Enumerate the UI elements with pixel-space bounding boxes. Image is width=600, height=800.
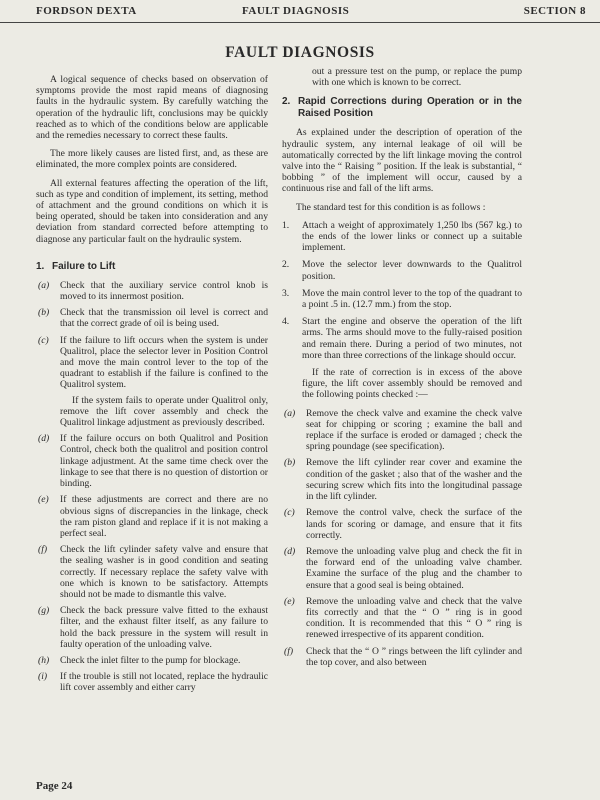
item-subparagraph: If the system fails to operate under Qualitrol only, remove the lift cover assembly and check the Qualitrol linkage adjustment as previously described.: [60, 394, 268, 429]
step-text: Move the selector lever downwards to the Qualitrol position.: [302, 259, 522, 282]
item-text: Check the back pressure valve fitted to the exhaust filter, and the exhaust filter itself, as any failure to hold the back pressure in the system will result in faulty operation of the unloading valve.: [60, 605, 268, 650]
step-number: 3.: [282, 287, 290, 299]
item-label: (b): [38, 307, 50, 319]
numbered-step: [282, 259, 522, 281]
step-number: 4.: [282, 316, 290, 328]
numbered-step: [282, 316, 522, 361]
numbered-step: [282, 220, 522, 254]
intro-paragraph-1: A logical sequence of checks based on observation of symptoms provide the most rapid means of diagnosing faults in the hydraulic system. By carefully watching the operation of the hydraulic lift, conclusions may be quickly reached as to which of the conditions below are applicable and the remedies necessary to correct these faults.: [36, 74, 268, 142]
section-1-title: Failure to Lift: [52, 260, 116, 272]
item-text: Check the lift cylinder safety valve and ensure that the sealing washer is in good condition and seating correctly. If necessary replace the safety valve with one which is known to be satisfactory. Attempts should not be made to dismantle this valve.: [60, 544, 268, 600]
item-label: (g): [38, 605, 50, 617]
list-item: [282, 507, 522, 541]
continued-text: out a pressure test on the pump, or replace the pump with one which is known to be correct.: [312, 66, 522, 89]
list-item: [282, 596, 522, 641]
list-item: [282, 546, 522, 591]
item-text: Check the inlet filter to the pump for blockage.: [60, 654, 241, 666]
section-2-paragraph-2: The standard test for this condition is as follows :: [296, 201, 486, 213]
item-text: Check that the auxiliary service control knob is moved to its innermost position.: [60, 279, 268, 303]
section-2-paragraph-1: As explained under the description of operation of the hydraulic system, any internal leakage of oil will be automatically corrected by the lift linkage moving the control valve into the “ Raising ” position. If the leak is substantial, “ bobbing ” of the implement will occur, caused by a continuous rise and fall of the lift arms.: [282, 127, 522, 195]
item-label: (b): [284, 457, 296, 469]
list-item: [36, 671, 268, 693]
list-item: [282, 457, 522, 502]
list-item: [282, 408, 522, 453]
header-manual-title: FORDSON DEXTA: [36, 5, 137, 17]
item-label: (a): [38, 279, 50, 291]
item-text: Remove the lift cylinder rear cover and examine the condition of the gasket ; also that of the washer and the securing screw which fits into the longitudinal passage in the lift cylinder.: [306, 457, 522, 503]
list-item: [36, 307, 268, 329]
item-text: If the failure occurs on both Qualitrol and Position Control, check both the qualitrol and position control linkage adjustment. At the same time check over the linkage to see that there is no question of distortion or binding.: [60, 433, 268, 490]
section-2-after-steps: If the rate of correction is in excess of the above figure, the lift cover assembly should be removed and the following points checked :—: [302, 367, 522, 401]
numbered-step: [282, 288, 522, 310]
item-label: (e): [284, 595, 295, 607]
step-number: 2.: [282, 259, 290, 271]
section-1-heading: [36, 261, 268, 273]
item-text: If these adjustments are correct and there are no obvious signs of discrepancies in the linkage, check the ram piston gland and replace if it is not making a perfect seal.: [60, 494, 268, 539]
list-item: [36, 494, 268, 539]
list-item: [36, 335, 268, 429]
page-number: Page 24: [36, 780, 73, 792]
list-item: [36, 280, 268, 302]
step-number: 1.: [282, 219, 290, 231]
item-label: (e): [38, 494, 49, 506]
section-2-title: Rapid Corrections during Operation or in the Raised Position: [298, 96, 522, 120]
item-label: (d): [284, 545, 296, 557]
item-label: (a): [284, 407, 296, 419]
item-text: Remove the unloading valve plug and check the fit in the forward end of the unloading valve chamber. Examine the surface of the plug and the chamber to ensure that a good seal is being obtained.: [306, 545, 522, 591]
item-label: (h): [38, 654, 50, 666]
list-item: [282, 646, 522, 668]
step-text: Start the engine and observe the operation of the lift arms. The arms should move to the fully-raised position and remain there. During a period of two minutes, not more than three corrections of the linkage should occur.: [302, 316, 522, 361]
item-text: If the trouble is still not located, replace the hydraulic lift cover assembly and either carry: [60, 671, 268, 694]
item-text: Remove the check valve and examine the check valve seat for chipping or scoring ; examine the ball and replace if the surface is eroded or damaged ; check the spring poundage (see specification).: [306, 407, 522, 453]
left-column: [36, 74, 268, 699]
item-label: (c): [284, 507, 295, 519]
page-header: [0, 0, 600, 23]
intro-paragraph-3: All external features affecting the operation of the lift, such as type and condition of implement, its setting, method of attachment and the ground conditions on which it is being operated, should be taken into consideration and any deviation from standard corrected before attempting to diagnose any particular fault on the hydraulic system.: [36, 177, 268, 245]
item-label: (c): [38, 334, 49, 346]
item-text: If the failure to lift occurs when the system is under Qualitrol, place the selector lever in Position Control and move the main control lever to the top of the quadrant to establish if the failure is confined to the Qualitrol system.: [60, 334, 268, 391]
list-item: [36, 655, 268, 666]
item-label: (f): [38, 544, 48, 556]
section-1-number: 1.: [36, 260, 45, 272]
list-item: [36, 433, 268, 489]
item-label: (d): [38, 433, 50, 445]
list-item: [36, 605, 268, 650]
item-label: (i): [38, 671, 48, 683]
item-text: Remove the control valve, check the surface of the lands for scoring or damage, and ensure that it fits correctly.: [306, 507, 522, 541]
right-column: [282, 66, 522, 673]
section-2-number: 2.: [282, 96, 291, 108]
header-chapter: FAULT DIAGNOSIS: [242, 5, 350, 17]
intro-paragraph-2: The more likely causes are listed first, and, as these are eliminated, the more complex points are considered.: [36, 148, 268, 171]
item-text: Check that the transmission oil level is correct and that the correct grade of oil is being used.: [60, 307, 268, 330]
item-text: Remove the unloading valve and check that the valve fits correctly and that the “ O ” ring is in good condition. It is recommended that this “ O ” ring is renewed irrespective of its apparent condition.: [306, 595, 522, 641]
item-label: (f): [284, 645, 294, 657]
step-text: Move the main control lever to the top of the quadrant to a point .5 in. (12.7 mm.) from the stop.: [302, 287, 522, 311]
item-text: Check that the “ O ” rings between the lift cylinder and the top cover, and also between: [306, 645, 522, 668]
header-section: SECTION 8: [523, 5, 586, 17]
list-item: [36, 544, 268, 600]
step-text: Attach a weight of approximately 1,250 lbs (567 kg.) to the ends of the lower links or connect up a suitable implement.: [302, 219, 522, 254]
page-title: FAULT DIAGNOSIS: [225, 44, 375, 61]
section-2-heading: [282, 96, 522, 120]
